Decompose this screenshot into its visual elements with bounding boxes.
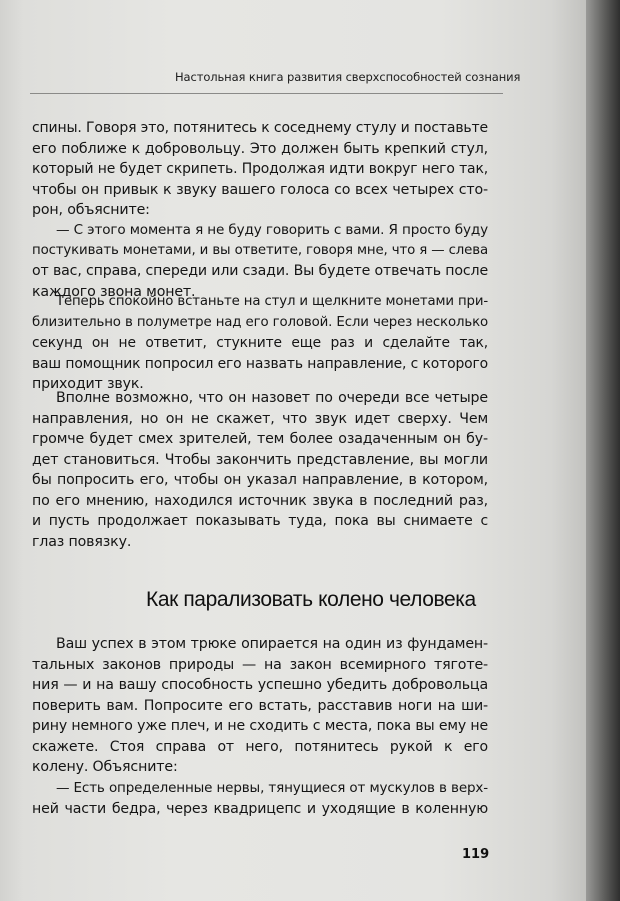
text-line: рон, объясните:: [32, 202, 150, 218]
section-paragraph-1: [32, 634, 488, 778]
text-line: постукивать монетами, и вы ответите, говоря мне, что я — слева: [32, 242, 488, 258]
text-line: Вполне возможно, что он назовет по очереди все четыре: [56, 390, 488, 406]
text-line: от вас, справа, спереди или сзади. Вы будете отвечать после: [32, 263, 488, 279]
text-line: скажете. Стоя справа от него, потянитесь рукой к его: [32, 738, 488, 755]
text-line: приходит звук.: [32, 376, 144, 392]
text-line: рину немного уже плеч, и не сходить с места, пока вы ему не: [32, 718, 488, 734]
text-line: — С этого момента я не буду говорить с вами. Я просто буду: [56, 222, 488, 238]
paragraph-3: [32, 292, 488, 395]
text-line: спины. Говоря это, потянитесь к соседнему стулу и поставьте: [32, 120, 488, 136]
text-line: глаз повязку.: [32, 533, 132, 550]
text-line: громче будет смех зрителей, тем более озадаченным он бу-: [32, 431, 488, 447]
text-line: который не будет скрипеть. Продолжая идти вокруг него так,: [32, 161, 488, 177]
text-line: секунд он не ответит, стукните еще раз и сделайте так,: [32, 335, 488, 351]
text-line: его поближе к добровольцу. Это должен быть крепкий стул,: [32, 140, 488, 157]
paragraph-4: [32, 388, 488, 552]
text-line: дет становиться. Чтобы закончить представление, вы могли: [32, 451, 488, 468]
text-line: — Есть определенные нервы, тянущиеся от мускулов в верх-: [56, 780, 488, 796]
text-line: бы попросить его, чтобы он указал направление, в котором,: [32, 472, 488, 488]
text-line: и пусть продолжает показывать туда, пока вы снимаете с: [32, 513, 488, 529]
text-line: ваш помощник попросил его назвать направление, с которого: [32, 355, 488, 372]
text-line: каждого звона монет.: [32, 283, 196, 300]
running-header: Настольная книга развития сверхспособностей сознания: [175, 70, 521, 84]
page-number: 119: [462, 847, 490, 862]
text-line: близительно в полуметре над его головой. Если через несколько: [32, 314, 488, 330]
text-line: поверить вам. Попросите его встать, расставив ноги на ши-: [32, 697, 488, 714]
paragraph-2: [32, 220, 488, 302]
section-heading: Как парализовать колено человека: [146, 588, 476, 611]
text-line: направления, но он не скажет, что звук идет сверху. Чем: [32, 410, 488, 427]
text-line: колену. Объясните:: [32, 759, 178, 775]
header-divider: [30, 93, 503, 94]
page-edge-shadow: [586, 0, 620, 901]
paragraph-1: [32, 118, 488, 221]
text-line: тальных законов природы — на закон всемирного тяготе-: [32, 656, 488, 673]
text-line: по его мнению, находился источник звука в последний раз,: [32, 492, 488, 509]
text-line: Теперь спокойно встаньте на стул и щелкните монетами при-: [56, 294, 488, 309]
text-line: Ваш успех в этом трюке опирается на один из фундамен-: [56, 636, 488, 652]
section-paragraph-2: [32, 778, 488, 819]
text-line: ния — и на вашу способность успешно убедить добровольца: [32, 677, 488, 693]
text-line: чтобы он привык к звуку вашего голоса со всех четырех сто-: [32, 181, 488, 198]
text-line: ней части бедра, через квадрицепс и уходящие в коленную: [32, 800, 488, 817]
